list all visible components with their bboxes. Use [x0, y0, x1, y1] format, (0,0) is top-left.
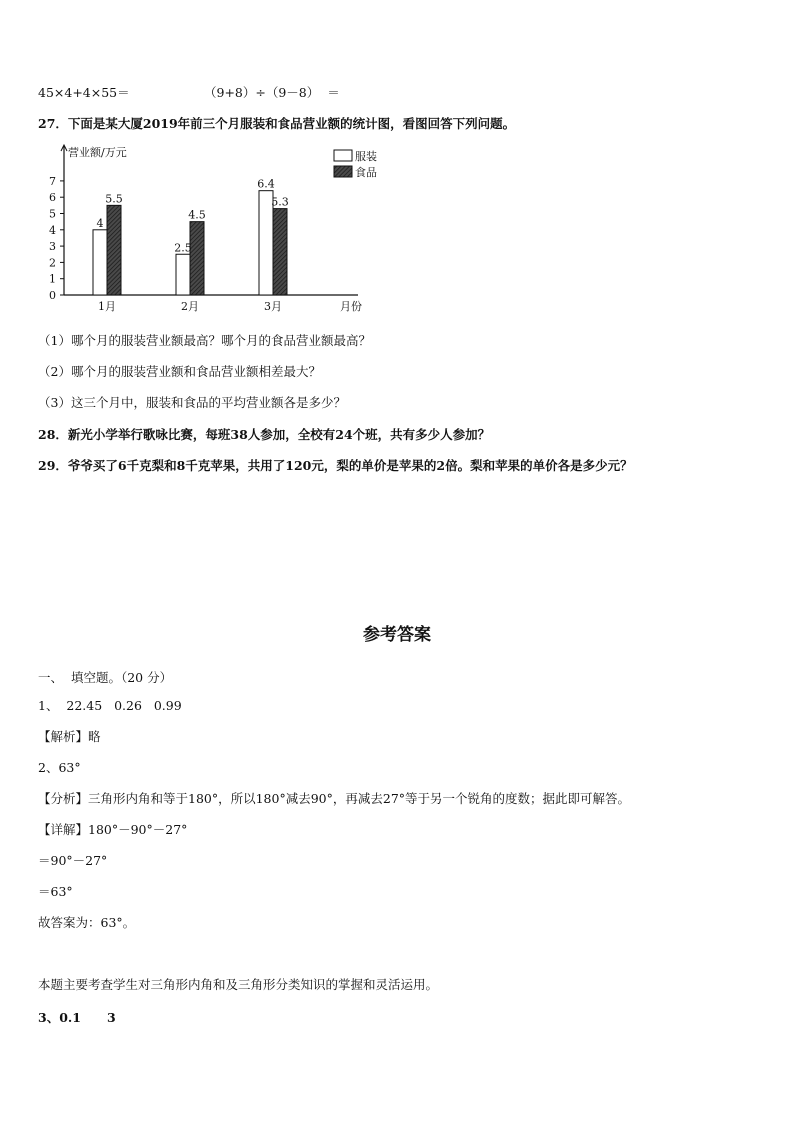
legend-label: 食品 [355, 166, 377, 179]
answer-1-analysis: 【解析】略 [38, 729, 101, 744]
legend-label: 服装 [355, 150, 377, 163]
y-tick-label: 6 [49, 191, 56, 205]
y-tick-label: 5 [49, 207, 56, 221]
revenue-bar-chart [38, 142, 378, 322]
bar-服装 [176, 254, 190, 295]
bar-value-label: 6.4 [257, 177, 275, 191]
bar-食品 [190, 222, 204, 295]
expression-2: （9+8）÷（9－8） ＝ [204, 85, 340, 100]
expression-1: 45×4+4×55＝ [38, 85, 130, 100]
bar-value-label: 4 [96, 216, 104, 230]
answer-3: 3、0.1 3 [38, 1010, 116, 1025]
legend-swatch-服装 [334, 150, 352, 161]
section-1-heading: 一、 填空题。（20 分） [38, 670, 173, 685]
bar-value-label: 5.3 [271, 195, 289, 209]
y-tick-label: 7 [49, 174, 56, 188]
bar-服装 [93, 230, 107, 295]
answer-1: 1、 22.45 0.26 0.99 [38, 698, 182, 713]
bar-食品 [107, 205, 121, 295]
question-27-3: （3）这三个月中，服装和食品的平均营业额各是多少？ [38, 395, 346, 410]
y-tick-label: 1 [49, 272, 56, 286]
answer-2-step-1: ＝90°－27° [38, 853, 108, 868]
question-27-2: （2）哪个月的服装营业额和食品营业额相差最大？ [38, 364, 321, 379]
y-tick-label: 0 [49, 289, 56, 302]
question-28: 28．新光小学举行歌咏比赛，每班38人参加，全校有24个班，共有多少人参加？ [38, 427, 491, 442]
x-tick-label: 3月 [264, 300, 282, 313]
answer-2-conclusion: 故答案为：63°。 [38, 915, 136, 930]
x-tick-label: 2月 [181, 300, 199, 313]
x-axis-label: 月份 [340, 300, 362, 313]
answer-2-note: 本题主要考查学生对三角形内角和及三角形分类知识的掌握和灵活运用。 [38, 977, 439, 992]
x-tick-label: 1月 [98, 300, 116, 313]
y-tick-label: 2 [49, 256, 56, 270]
answer-2: 2、63° [38, 760, 81, 775]
y-tick-label: 4 [49, 223, 56, 237]
question-27: 27．下面是某大厦2019年前三个月服装和食品营业额的统计图，看图回答下列问题。 [38, 116, 516, 131]
y-axis-label: 营业额/万元 [68, 146, 127, 159]
answer-2-analysis: 【分析】三角形内角和等于180°，所以180°减去90°，再减去27°等于另一个锐角的度数；据此即可解答。 [38, 791, 631, 806]
bar-value-label: 4.5 [188, 208, 206, 222]
legend-swatch-食品 [334, 166, 352, 177]
answer-2-detail: 【详解】180°－90°－27° [38, 822, 188, 837]
question-29: 29．爷爷买了6千克梨和8千克苹果，共用了120元，梨的单价是苹果的2倍。梨和苹果的单价各是多少元？ [38, 458, 633, 473]
answer-2-step-2: ＝63° [38, 884, 73, 899]
y-tick-label: 3 [49, 240, 56, 254]
answer-title: 参考答案 [363, 625, 431, 645]
bar-食品 [273, 209, 287, 295]
bar-value-label: 2.5 [174, 241, 192, 255]
question-27-1: （1）哪个月的服装营业额最高？哪个月的食品营业额最高？ [38, 333, 371, 348]
bar-value-label: 5.5 [105, 192, 123, 206]
